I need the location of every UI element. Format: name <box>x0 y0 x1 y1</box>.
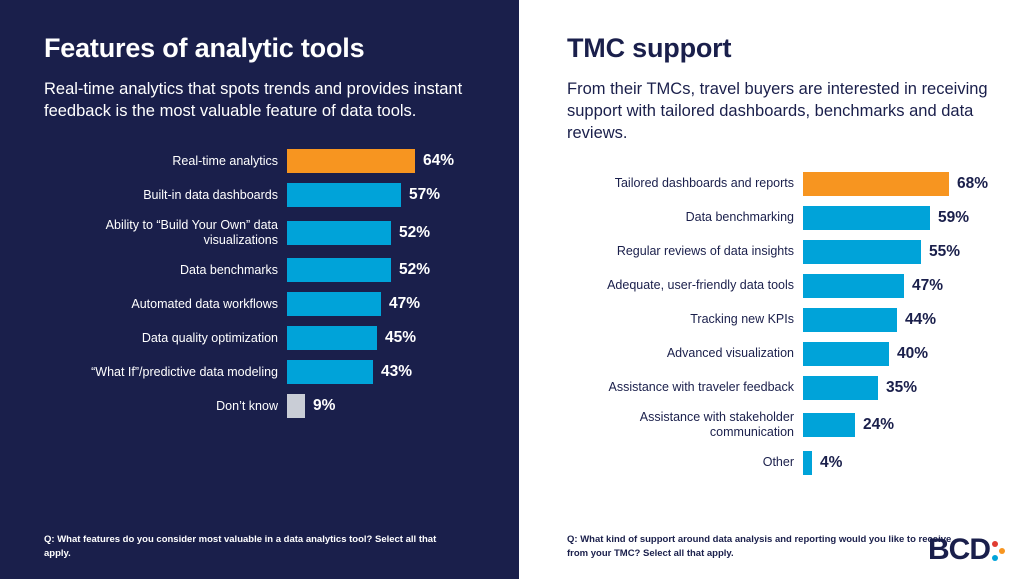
bar-container <box>803 451 1000 475</box>
bar <box>287 183 401 207</box>
bar-container <box>287 326 485 350</box>
bar-label: Other <box>762 455 794 470</box>
logo-dot-red <box>992 541 998 547</box>
bar-value: 47% <box>389 295 421 313</box>
logo-dot-orange <box>999 548 1005 554</box>
bar-value: 24% <box>863 416 895 434</box>
bar-value: 55% <box>929 242 961 260</box>
bar-value: 47% <box>912 276 944 294</box>
bar-container <box>287 221 485 245</box>
bar <box>803 206 930 230</box>
chart-row <box>553 374 1000 401</box>
bar-label: Adequate, user-friendly data tools <box>607 278 794 293</box>
chart-row <box>44 393 485 420</box>
chart-row <box>44 148 485 175</box>
logo-dot-blue <box>992 555 998 561</box>
bar-value: 9% <box>313 397 336 415</box>
bar-label: Tracking new KPIs <box>690 312 794 327</box>
chart-row <box>553 238 1000 265</box>
bar-container <box>803 308 1000 332</box>
bar-value: 57% <box>409 186 441 204</box>
bar-container <box>803 413 1000 437</box>
bar <box>803 274 904 298</box>
bar-container <box>803 342 1000 366</box>
bar <box>803 308 897 332</box>
bar-value: 35% <box>886 378 918 396</box>
bar-value: 43% <box>381 363 413 381</box>
bcd-logo <box>928 535 1006 565</box>
bar-value: 45% <box>385 329 417 347</box>
bar <box>287 258 391 282</box>
chart-row <box>44 257 485 284</box>
bar-container <box>287 183 485 207</box>
right-subtitle: From their TMCs, travel buyers are interested in receiving support with tailored dashboards, benchmarks and data reviews. <box>567 79 988 142</box>
bar-value: 68% <box>957 174 989 192</box>
bar-label: Data quality optimization <box>141 331 278 346</box>
bar-label: Data benchmarking <box>685 210 794 225</box>
bar <box>803 451 812 475</box>
chart-row <box>44 216 485 250</box>
bar-label: Real-time analytics <box>172 154 278 169</box>
chart-row <box>44 182 485 209</box>
bar-label: Automated data workflows <box>131 297 278 312</box>
bar <box>287 394 305 418</box>
bar-value: 52% <box>399 223 431 241</box>
bar-label: Tailored dashboards and reports <box>614 176 794 191</box>
bar-value: 64% <box>423 152 455 170</box>
logo-dots <box>990 535 1006 565</box>
bar-label: Don’t know <box>216 399 278 414</box>
bar-label: Data benchmarks <box>180 263 278 278</box>
bar-container <box>287 360 485 384</box>
bar-value: 40% <box>897 344 929 362</box>
bar-value: 4% <box>820 453 843 471</box>
bar-value: 52% <box>399 261 431 279</box>
bar <box>287 360 373 384</box>
bar-value: 59% <box>938 208 970 226</box>
chart-row <box>44 325 485 352</box>
bar-label: Assistance with traveler feedback <box>608 380 794 395</box>
bar <box>287 221 391 245</box>
bar-container <box>287 394 485 418</box>
bar-container <box>803 376 1000 400</box>
bar <box>803 376 878 400</box>
right-bar-chart <box>553 170 1000 476</box>
chart-row <box>553 170 1000 197</box>
chart-row <box>44 291 485 318</box>
bar-value: 44% <box>905 310 937 328</box>
bar-label: Advanced visualization <box>666 346 794 361</box>
bar <box>803 240 921 264</box>
chart-row <box>553 272 1000 299</box>
bar-container <box>803 240 1000 264</box>
left-footnote: Q: What features do you consider most valuable in a data analytics tool? Select all that apply. <box>44 534 437 560</box>
bar-container <box>803 274 1000 298</box>
bar-label: “What If”/predictive data modeling <box>91 365 278 380</box>
bar-label: Regular reviews of data insights <box>616 244 794 259</box>
bar-label: Assistance with stakeholder communication <box>639 410 794 440</box>
bar-label: Built-in data dashboards <box>143 188 278 203</box>
right-footnote: Q: What kind of support around data analysis and reporting would you like to receive from your TMC? Select all that apply. <box>567 534 952 560</box>
bar <box>287 326 377 350</box>
bar <box>287 292 381 316</box>
logo-text: BCD <box>928 533 990 566</box>
chart-row <box>553 306 1000 333</box>
bar-container <box>287 258 485 282</box>
bar-label: Ability to “Build Your Own” data visualizations <box>105 218 278 247</box>
bar-container <box>287 149 485 173</box>
bar-container <box>803 206 1000 230</box>
page-title: Features of analytic tools <box>44 33 365 63</box>
left-bar-chart <box>44 148 485 420</box>
left-subtitle: Real-time analytics that spots trends and provides instant feedback is the most valuable feature of data tools. <box>44 79 463 120</box>
bar-container <box>287 292 485 316</box>
chart-row <box>553 204 1000 231</box>
bar <box>287 149 415 173</box>
page-title-right: TMC support <box>567 33 732 63</box>
right-panel <box>519 0 1024 579</box>
bar-container <box>803 172 1000 196</box>
bar <box>803 342 889 366</box>
chart-row <box>553 408 1000 442</box>
bar <box>803 413 855 437</box>
chart-row <box>44 359 485 386</box>
chart-row <box>553 340 1000 367</box>
chart-row <box>553 449 1000 476</box>
bar <box>803 172 949 196</box>
